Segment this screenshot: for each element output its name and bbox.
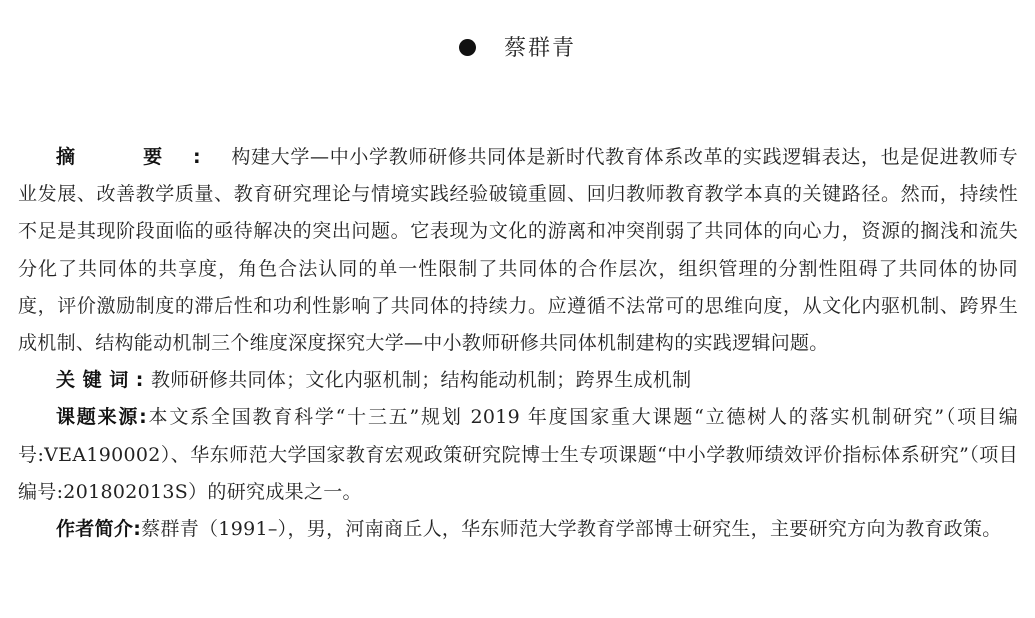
author-bio-paragraph: [18, 511, 1018, 548]
keywords-paragraph: [18, 362, 1018, 399]
author-name: 蔡群青: [503, 36, 576, 61]
abstract-paragraph: [18, 139, 1018, 362]
abstract-label: 摘 要:: [56, 146, 231, 168]
keywords-text: 教师研修共同体；文化内驱机制；结构能动机制；跨界生成机制: [151, 369, 692, 392]
bullet-icon: [459, 39, 476, 56]
author-bio-label: 作者简介:: [56, 518, 142, 541]
funding-paragraph: [18, 399, 1018, 511]
keywords-label: 关键词:: [56, 369, 151, 392]
funding-text: 本文系全国教育科学“十三五”规划 2019 年度国家重大课题“立德树人的落实机制研究”（项目编号:VEA190002）、华东师范大学国家教育宏观政策研究院博士生专项课题“中小学教师绩效评价指标体系研究”（项目编号:201802013S）的研究成果之一。: [18, 406, 1018, 503]
author-bio-text: 蔡群青（1991–），男，河南商丘人，华东师范大学教育学部博士研究生，主要研究方向为教育政策。: [141, 518, 1002, 541]
author-byline: [0, 33, 1035, 65]
article-front-matter: [18, 139, 1018, 548]
abstract-text: 构建大学—中小学教师研修共同体是新时代教育体系改革的实践逻辑表达，也是促进教师专业发展、改善教学质量、教育研究理论与情境实践经验破镜重圆、回归教师教育教学本真的关键路径。然而，持续性不足是其现阶段面临的亟待解决的突出问题。它表现为文化的游离和冲突削弱了共同体的向心力，资源的搁浅和流失分化了共同体的共享度，角色合法认同的单一性限制了共同体的合作层次，组织管理的分割性阻碍了共同体的协同度，评价激励制度的滞后性和功利性影响了共同体的持续力。应遵循不法常可的思维向度，从文化内驱机制、跨界生成机制、结构能动机制三个维度深度探究大学—中小教师研修共同体机制建构的实践逻辑问题。: [18, 146, 1018, 355]
funding-label: 课题来源:: [56, 406, 148, 429]
